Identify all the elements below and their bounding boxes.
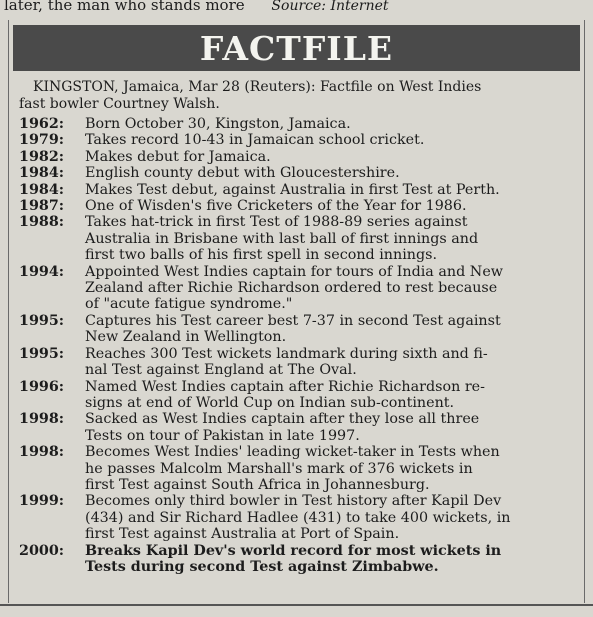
entry-line: Takes record 10-43 in Jamaican school cricket. xyxy=(85,132,425,149)
entry-year: 1962: xyxy=(19,116,65,132)
entry-year: 1987: xyxy=(19,198,65,215)
previous-article-fragment xyxy=(4,0,589,15)
entry-line: Captures his Test career best 7-37 in second Test against xyxy=(85,312,501,329)
entry-year: 1998: xyxy=(19,411,65,428)
timeline-entry xyxy=(19,149,577,165)
timeline-entry xyxy=(19,444,577,493)
entry-line: Appointed West Indies captain for tours of India and New xyxy=(85,263,504,280)
entry-text xyxy=(85,411,577,444)
entry-line: One of Wisden's five Cricketers of the Year for 1986. xyxy=(85,198,467,215)
entry-line: Tests during second Test against Zimbabwe. xyxy=(85,558,439,575)
factfile-title: FACTFILE xyxy=(199,28,394,68)
timeline-entry xyxy=(19,116,577,132)
entry-year: 1984: xyxy=(19,181,65,198)
timeline-entry xyxy=(19,543,577,576)
entry-year: 1988: xyxy=(19,214,65,231)
timeline-entry xyxy=(19,346,577,379)
source-credit: Source: Internet xyxy=(271,0,389,14)
entry-line: Australia in Brisbane with last ball of first innings and xyxy=(85,230,479,247)
bottom-divider xyxy=(0,604,593,606)
entry-text xyxy=(85,132,577,148)
entry-line: Sacked as West Indies captain after they lose all three xyxy=(85,411,480,428)
entry-text xyxy=(85,543,577,576)
intro-line: KINGSTON, Jamaica, Mar 28 (Reuters): Factfile on West Indies xyxy=(33,79,482,95)
entry-year: 1996: xyxy=(19,378,65,395)
entry-line: first Test against South Africa in Johannesburg. xyxy=(85,476,430,493)
previous-article-text: later, the man who stands more xyxy=(4,0,245,14)
entry-line: (434) and Sir Richard Hadlee (431) to take 400 wickets, in xyxy=(85,509,511,526)
intro-line: fast bowler Courtney Walsh. xyxy=(19,96,220,112)
timeline-entry xyxy=(19,493,577,542)
entry-text xyxy=(85,346,577,379)
timeline-entry xyxy=(19,165,577,181)
entry-text xyxy=(85,264,577,313)
entry-year: 2000: xyxy=(19,542,65,559)
factfile-banner xyxy=(13,25,580,71)
entry-text xyxy=(85,214,577,263)
timeline-entry xyxy=(19,132,577,148)
entry-line: Makes debut for Jamaica. xyxy=(85,148,271,165)
entry-text xyxy=(85,379,577,412)
entry-line: Reaches 300 Test wickets landmark during sixth and fi- xyxy=(85,345,488,362)
entry-year: 1994: xyxy=(19,263,65,280)
entry-year: 1998: xyxy=(19,444,65,461)
entry-line: signs at end of World Cup on Indian sub-continent. xyxy=(85,394,455,411)
timeline-entry xyxy=(19,379,577,412)
entry-line: Zealand after Richie Richardson ordered to rest because xyxy=(85,280,498,297)
entry-line: he passes Malcolm Marshall's mark of 376 wickets in xyxy=(85,460,473,477)
entry-text xyxy=(85,198,577,214)
entry-line: Becomes only third bowler in Test history after Kapil Dev xyxy=(85,493,502,510)
entry-year: 1982: xyxy=(19,148,65,165)
entry-year: 1995: xyxy=(19,312,65,329)
entry-line: Takes hat-trick in first Test of 1988-89 series against xyxy=(85,214,468,231)
factfile-intro xyxy=(19,79,575,113)
entry-text xyxy=(85,493,577,542)
entry-line: of "acute fatigue syndrome." xyxy=(85,296,293,313)
entry-year: 1995: xyxy=(19,345,65,362)
entry-text xyxy=(85,313,577,346)
timeline-entry xyxy=(19,313,577,346)
entry-year: 1999: xyxy=(19,493,65,510)
entry-line: first two balls of his first spell in second innings. xyxy=(85,247,438,264)
entry-text xyxy=(85,149,577,165)
entry-line: nal Test against England at The Oval. xyxy=(85,362,357,379)
entry-line: first Test against Australia at Port of Spain. xyxy=(85,526,400,543)
entry-text xyxy=(85,116,577,132)
timeline-entry xyxy=(19,214,577,263)
entry-text xyxy=(85,165,577,181)
timeline-list xyxy=(19,116,577,575)
entry-line: Breaks Kapil Dev's world record for most wickets in xyxy=(85,542,502,559)
timeline-entry xyxy=(19,411,577,444)
timeline-entry xyxy=(19,182,577,198)
entry-line: Tests on tour of Pakistan in late 1997. xyxy=(85,427,360,444)
timeline-entry xyxy=(19,198,577,214)
entry-line: Makes Test debut, against Australia in first Test at Perth. xyxy=(85,181,500,198)
factfile-box xyxy=(8,20,585,603)
entry-line: Named West Indies captain after Richie Richardson re- xyxy=(85,378,485,395)
entry-text xyxy=(85,182,577,198)
entry-line: Born October 30, Kingston, Jamaica. xyxy=(85,116,351,132)
entry-line: Becomes West Indies' leading wicket-taker in Tests when xyxy=(85,444,500,461)
entry-line: English county debut with Gloucestershire. xyxy=(85,165,400,182)
entry-text xyxy=(85,444,577,493)
timeline-entry xyxy=(19,264,577,313)
entry-year: 1979: xyxy=(19,132,65,149)
entry-line: New Zealand in Wellington. xyxy=(85,329,287,346)
entry-year: 1984: xyxy=(19,165,65,182)
